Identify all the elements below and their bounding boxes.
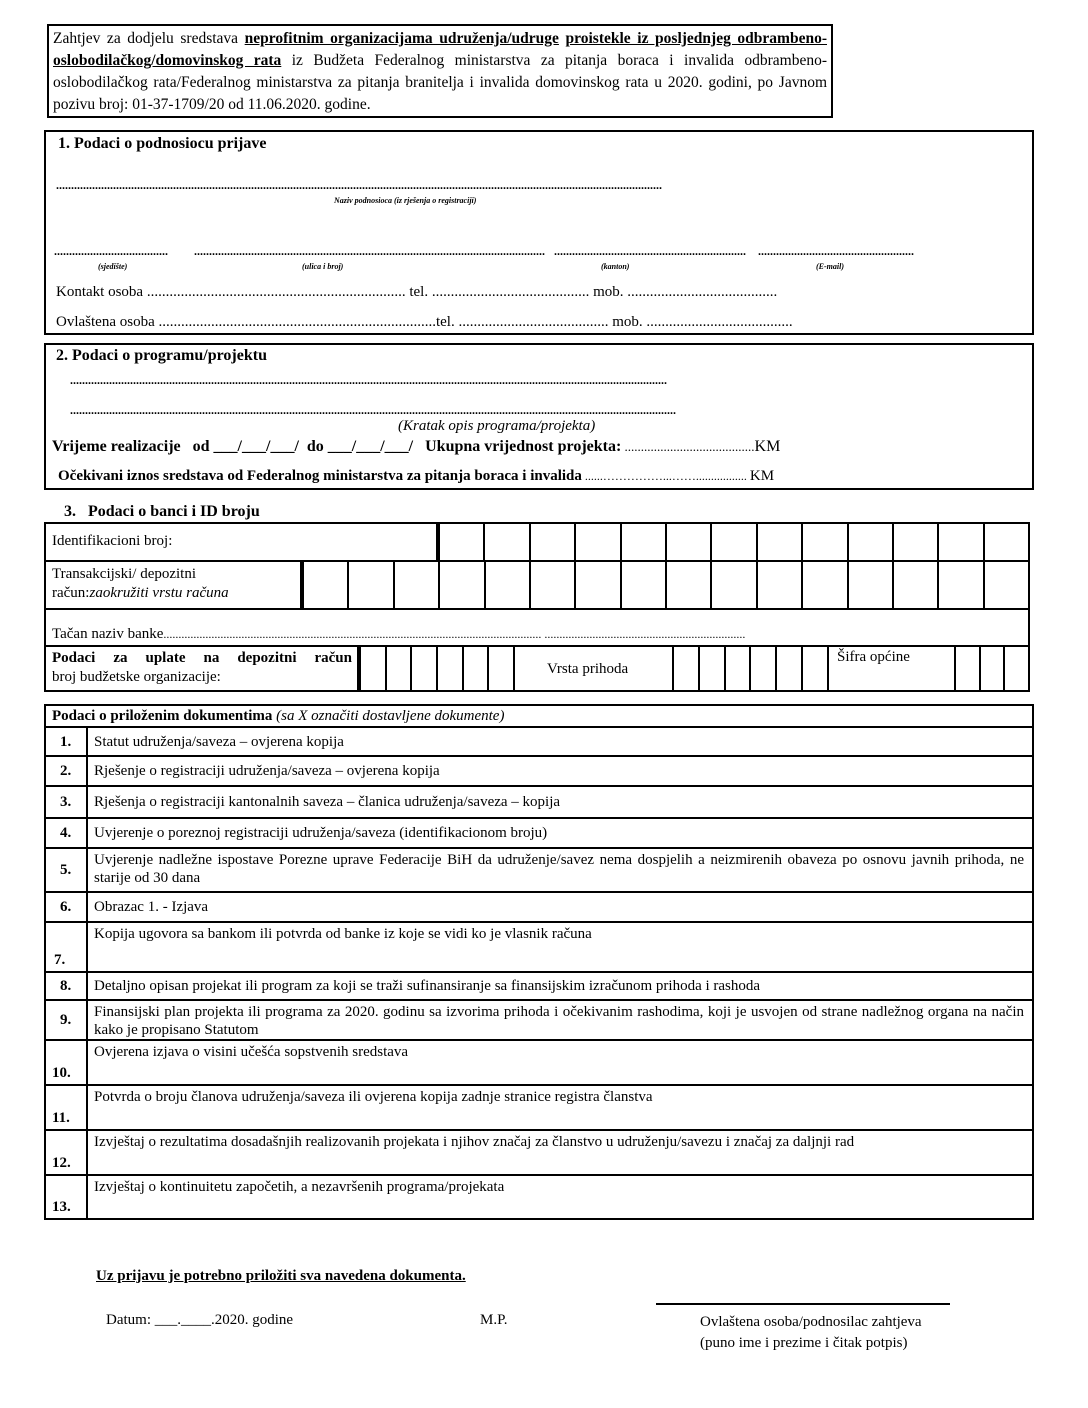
document-row[interactable] (44, 1001, 1034, 1041)
account-number-cell[interactable] (983, 562, 1028, 608)
document-number-cell[interactable] (46, 893, 88, 921)
email-caption: (E-mail) (816, 262, 844, 271)
document-number-cell[interactable] (46, 1131, 88, 1174)
document-number-cell[interactable] (46, 1086, 88, 1129)
authorized-person-field[interactable]: ..........................................................................tel. ........................................ mob. ....................................... (154, 314, 793, 330)
section-bank-title: 3. Podaci o banci i ID broju (64, 503, 260, 520)
id-number-cell[interactable] (574, 524, 619, 560)
id-number-cell[interactable] (756, 524, 801, 560)
account-number-cell[interactable] (484, 562, 529, 608)
document-row[interactable] (44, 893, 1034, 923)
account-number-cell[interactable] (756, 562, 801, 608)
section-project-title: 2. Podaci o programu/projektu (56, 347, 267, 364)
id-number-cell[interactable] (937, 524, 982, 560)
canton-field[interactable]: ................................................................ (554, 244, 746, 258)
intro-bold-1: neprofitnim organizacijama udruženja/udruge (244, 30, 559, 47)
revenue-type-cell-box[interactable] (724, 647, 750, 690)
deposit-label-plain: broj budžetske organizacije: (52, 669, 221, 685)
contact-person-row[interactable] (56, 284, 777, 301)
budget-org-cell[interactable] (385, 647, 411, 690)
municipality-label: Šifra općine (837, 649, 910, 665)
document-row[interactable] (44, 1041, 1034, 1086)
revenue-type-cell-box[interactable] (698, 647, 724, 690)
revenue-type-cell-box[interactable] (801, 647, 827, 690)
account-number-cell[interactable] (665, 562, 710, 608)
street-field[interactable]: ..................................................................................................................... (194, 244, 545, 258)
email-field[interactable]: .................................................... (758, 244, 914, 258)
street-caption: (ulica i broj) (302, 262, 344, 271)
signature-line[interactable] (656, 1303, 950, 1305)
account-number-cell[interactable] (847, 562, 892, 608)
request-header-text (53, 28, 827, 116)
document-number-cell[interactable] (46, 849, 88, 891)
document-description: Izvještaj o rezultatima dosadašnjih realizovanih projekata i njihov značaj za članstvo u udruženju/savezu i značaj za daljnji rad (94, 1134, 855, 1150)
document-number: 8. (60, 978, 72, 994)
id-number-label: Identifikacioni broj: (52, 533, 173, 549)
project-total-value-field[interactable]: ........................................ (621, 439, 755, 454)
document-description: Potvrda o broju članova udruženja/saveza ili ovjerena kopija zadnje stranice registra članstva (94, 1089, 653, 1105)
document-description: Detaljno opisan projekat ili program za koji se traži sufinansiranje sa finansijskim izračunom prihoda i rashoda (94, 978, 761, 994)
section-applicant (44, 130, 1034, 335)
document-row[interactable] (44, 1131, 1034, 1176)
attachments-note (96, 1268, 466, 1285)
budget-org-cell[interactable] (487, 647, 513, 690)
project-period-row[interactable] (52, 438, 780, 456)
document-row[interactable] (44, 787, 1034, 819)
intro-rest: iz Budžeta Federalnog ministarstva za pitanja boraca i invalida odbrambeno-oslobodilačkog rata/Federalnog ministarstva za pitanja branitelja i invalida domovinskog rata u 2020. godini, po Javnom pozivu broj: 01-37-1709/20 od 11.06.2020. godine. (53, 52, 827, 113)
id-number-cell[interactable] (801, 524, 846, 560)
intro-plain: Zahtjev za dodjelu sredstava (53, 30, 245, 47)
signature-label-2: (puno ime i prezime i čitak potpis) (700, 1335, 908, 1351)
bank-name-field[interactable]: .............................................................................................................................. ................................................................... (163, 627, 746, 641)
seat-caption: (sjedište) (98, 262, 128, 271)
document-number: 6. (60, 899, 72, 915)
municipality-cell-box[interactable] (1003, 647, 1028, 690)
id-number-label-cell (46, 524, 438, 560)
documents-header-bold: Podaci o priloženim dokumentima (52, 708, 273, 724)
document-description: Rješenje o registraciji udruženja/saveza – ovjerena kopija (94, 763, 440, 779)
document-row[interactable] (44, 1086, 1034, 1131)
divider (46, 608, 1028, 610)
account-number-cell[interactable] (574, 562, 619, 608)
id-number-cell[interactable] (892, 524, 937, 560)
revenue-type-cell-box[interactable] (749, 647, 775, 690)
account-number-cell[interactable] (393, 562, 438, 608)
document-number: 2. (60, 763, 72, 779)
id-number-cell[interactable] (665, 524, 710, 560)
document-number: 3. (60, 794, 72, 810)
budget-org-cell[interactable] (436, 647, 462, 690)
document-number-cell[interactable] (46, 1041, 88, 1084)
project-description-caption: (Kratak opis programa/projekta) (398, 418, 596, 434)
deposit-label-cell (46, 647, 359, 690)
id-number-cell[interactable] (847, 524, 892, 560)
municipality-cell-box[interactable] (954, 647, 979, 690)
account-label-2: račun: (52, 585, 90, 601)
revenue-type-cell-box[interactable] (775, 647, 801, 690)
budget-org-cells[interactable] (359, 647, 513, 690)
budget-org-cell[interactable] (410, 647, 436, 690)
section-bank (44, 522, 1030, 692)
document-description: Kopija ugovora sa bankom ili potvrda od banke iz koje se vidi ko je vlasnik računa (94, 926, 592, 942)
document-description: Uvjerenje o poreznoj registraciji udruženja/saveza (identifikacionom broju) (94, 825, 548, 841)
expected-amount-label: Očekivani iznos sredstava od Federalnog ministarstva za pitanja boraca i invalida (58, 468, 582, 484)
document-number-cell[interactable] (46, 728, 88, 755)
account-number-cell[interactable] (529, 562, 574, 608)
authorized-person-row[interactable] (56, 314, 793, 331)
budget-org-cell[interactable] (359, 647, 385, 690)
id-number-cell[interactable] (438, 524, 483, 560)
id-number-cell[interactable] (983, 524, 1028, 560)
bank-name-row[interactable] (52, 626, 745, 643)
id-number-cells[interactable] (438, 524, 1028, 560)
document-description: Rješenja o registraciji kantonalnih saveza – članica udruženja/saveza – kopija (94, 794, 561, 810)
account-number-cell[interactable] (801, 562, 846, 608)
project-period-label: Vrijeme realizacije od ___/___/___/ do ___/___/___/ Ukupna vrijednost projekta: (52, 438, 622, 455)
canton-caption: (kanton) (601, 262, 630, 271)
document-description: Finansijski plan projekta ili programa za 2020. godinu sa izvorima prihoda i očekivanim rashodima, koji je usvojen od strane nadležnog organa na način kako je propisano Statutom (94, 1004, 1024, 1038)
seat-field[interactable]: ...................................... (54, 244, 168, 258)
municipality-cell-box[interactable] (979, 647, 1004, 690)
document-number: 4. (60, 825, 72, 841)
date-field[interactable]: Datum: ___.____.2020. godine (106, 1312, 294, 1328)
account-number-cell[interactable] (347, 562, 392, 608)
document-number: 9. (60, 1012, 72, 1028)
document-description: Izvještaj o kontinuitetu započetih, a nezavršenih programa/projekata (94, 1179, 505, 1195)
document-number: 7. (54, 952, 66, 968)
document-description: Ovjerena izjava o visini učešća sopstvenih sredstava (94, 1044, 409, 1060)
id-number-cell[interactable] (620, 524, 665, 560)
stamp-label: M.P. (480, 1312, 508, 1328)
document-row[interactable] (44, 757, 1034, 787)
revenue-type-label: Vrsta prihoda (547, 661, 629, 677)
expected-amount-currency: KM (749, 468, 775, 484)
intro-bold-2: proistekle iz posljednjeg odbrambeno-oslobodilačkog/domovinskog rata (53, 30, 827, 69)
document-row[interactable] (44, 728, 1034, 757)
document-row[interactable] (44, 819, 1034, 849)
revenue-type-cell (513, 647, 672, 690)
contact-person-label: Kontakt osoba (56, 284, 144, 300)
municipality-cell (827, 647, 954, 690)
document-number-cell[interactable] (46, 1176, 88, 1218)
account-number-cell[interactable] (710, 562, 755, 608)
space (559, 30, 566, 47)
account-number-cell[interactable] (892, 562, 937, 608)
revenue-type-cell-box[interactable] (672, 647, 698, 690)
document-number: 10. (52, 1065, 71, 1081)
id-number-cell[interactable] (483, 524, 528, 560)
document-number-cell[interactable] (46, 757, 88, 785)
project-total-currency: KM (754, 438, 781, 455)
attachments-note-text: Uz prijavu je potrebno priložiti sva navedena dokumenta (96, 1268, 462, 1284)
request-header-box (47, 24, 833, 118)
documents-header (44, 704, 1034, 728)
id-number-cell[interactable] (710, 524, 755, 560)
document-number: 11. (52, 1110, 70, 1126)
section-applicant-title: 1. Podaci o podnosiocu prijave (58, 135, 267, 152)
account-number-cell[interactable] (620, 562, 665, 608)
signature-label-1: Ovlaštena osoba/podnosilac zahtjeva (700, 1314, 922, 1330)
document-row[interactable] (44, 923, 1034, 973)
account-number-cell[interactable] (937, 562, 982, 608)
document-number-cell[interactable] (46, 1001, 88, 1039)
municipality-cells[interactable] (954, 647, 1028, 690)
signature-block (700, 1312, 922, 1354)
document-number-cell[interactable] (46, 819, 88, 847)
document-number-cell[interactable] (46, 787, 88, 817)
document-description: Statut udruženja/saveza – ovjerena kopija (94, 733, 344, 750)
account-label-cell (46, 562, 302, 608)
account-label-italic: zaokružiti vrstu računa (89, 585, 229, 601)
documents-header-italic: (sa X označiti dostavljene dokumente) (272, 708, 505, 724)
document-number: 12. (52, 1155, 71, 1171)
account-number-cell[interactable] (438, 562, 483, 608)
document-description: Obrazac 1. - Izjava (94, 899, 209, 915)
revenue-type-cells[interactable] (672, 647, 827, 690)
applicant-name-field[interactable]: .......................................................................................................................................................................................................... (56, 178, 662, 192)
deposit-label-bold: Podaci za uplate na depozitni račun (52, 650, 352, 666)
section-project (44, 343, 1034, 490)
contact-person-field[interactable]: ..................................................................... tel. .......................................... mob. ........................................ (143, 284, 778, 300)
expected-amount-row[interactable] (58, 468, 774, 485)
document-description: Uvjerenje nadležne ispostave Porezne uprave Federacije BiH da udruženje/savez nema dospjelih a neizmirenih obaveza po osnovu javnih prihoda, ne starije od 30 dana (94, 852, 1024, 886)
document-row[interactable] (44, 973, 1034, 1001)
document-number-cell[interactable] (46, 923, 88, 971)
account-label-1: Transakcijski/ depozitni (52, 566, 197, 582)
bank-name-label: Tačan naziv banke (52, 626, 164, 642)
authorized-person-label: Ovlaštena osoba (56, 314, 155, 330)
document-number-cell[interactable] (46, 973, 88, 999)
expected-amount-field[interactable]: ......……………...……................. (581, 469, 747, 483)
document-number: 13. (52, 1199, 71, 1215)
document-row[interactable] (44, 849, 1034, 893)
document-number: 1. (60, 733, 72, 750)
project-description-line-1[interactable]: ....................................................................................................................................................................................................... (70, 373, 667, 387)
account-number-cell[interactable] (302, 562, 347, 608)
document-number: 5. (60, 862, 72, 878)
document-row[interactable] (44, 1176, 1034, 1220)
applicant-name-caption: Naziv podnosioca (iz rješenja o registraciji) (334, 196, 477, 205)
id-number-cell[interactable] (529, 524, 574, 560)
attachments-note-end: . (461, 1268, 466, 1284)
account-number-cells[interactable] (302, 562, 1028, 608)
project-description-line-2[interactable]: .......................................................................................................................................................................................................... (70, 403, 676, 417)
budget-org-cell[interactable] (462, 647, 488, 690)
